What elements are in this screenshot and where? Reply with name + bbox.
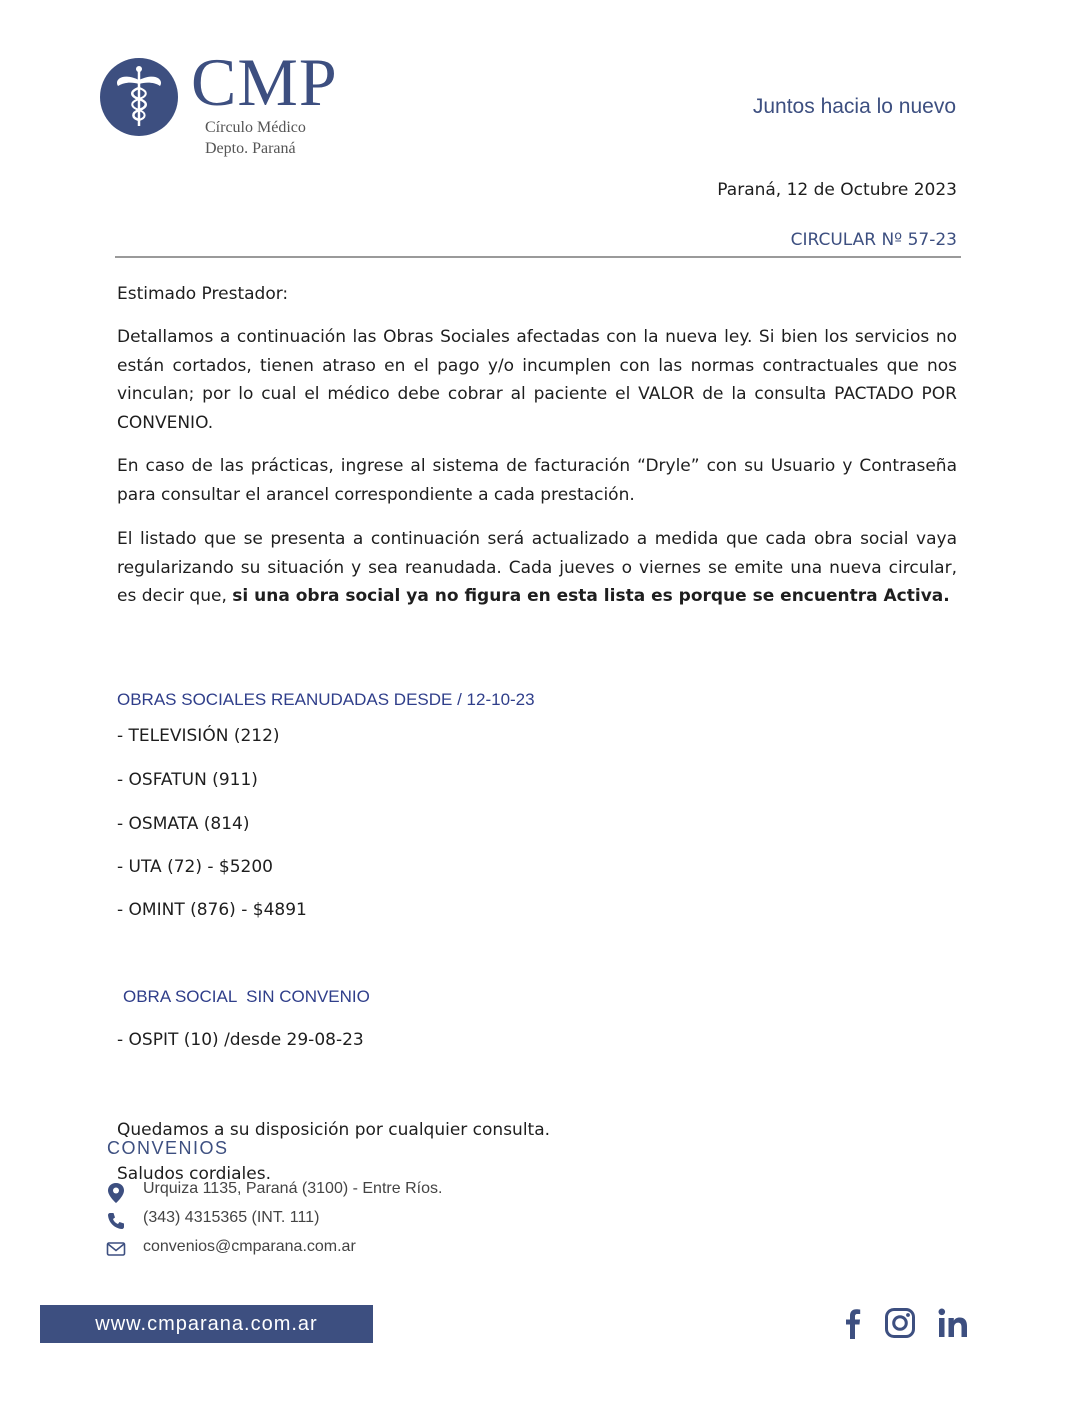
instagram-icon[interactable]	[883, 1306, 917, 1340]
paragraph-3-bold: si una obra social ya no figura en esta lista es porque se encuentra Activa.	[232, 586, 950, 606]
caduceus-logo-icon	[100, 58, 178, 136]
paragraph-1: Detallamos a continuación las Obras Sociales afectadas con la nueva ley. Si bien los servicios no están cortados, tienen atraso en el pago y/o incumplen con las normas contractuales que nos vinculan; por lo cual el médico debe cobrar al paciente el VALOR de la consulta PACTADO POR CONVENIO.	[117, 327, 957, 433]
footer-phone: (343) 4315365 (INT. 111)	[143, 1209, 320, 1226]
facebook-icon[interactable]	[836, 1306, 870, 1340]
list-item: - OSFATUN (911)	[117, 770, 258, 790]
paragraph-2: En caso de las prácticas, ingrese al sistema de facturación “Dryle” con su Usuario y Contraseña para consultar el arancel correspondiente a cada prestación.	[117, 456, 957, 505]
tagline: Juntos hacia lo nuevo	[752, 95, 956, 118]
closing-line: Quedamos a su disposición por cualquier consulta.	[117, 1120, 551, 1140]
list-item: - OSPIT (10) /desde 29-08-23	[117, 1030, 364, 1050]
footer-address: Urquiza 1135, Paraná (3100) - Entre Ríos.	[143, 1180, 443, 1197]
paragraph-3	[117, 525, 957, 611]
list-item: - OMINT (876) - $4891	[117, 900, 307, 920]
section-reanudadas-title: OBRAS SOCIALES REANUDADAS DESDE / 12-10-23	[117, 690, 535, 709]
website-link[interactable]: www.cmparana.com.ar	[40, 1305, 373, 1343]
logo-subtitle-line1: Círculo Médico	[205, 119, 306, 136]
footer-title: CONVENIOS	[107, 1138, 229, 1158]
circular-number: CIRCULAR Nº 57-23	[790, 230, 957, 250]
logo-wordmark: CMP	[191, 44, 338, 120]
list-item: - TELEVISIÓN (212)	[117, 726, 280, 746]
header-divider	[115, 256, 961, 258]
section-sin-convenio-title: OBRA SOCIAL SIN CONVENIO	[123, 987, 370, 1006]
footer-email[interactable]: convenios@cmparana.com.ar	[143, 1238, 356, 1255]
list-item: - OSMATA (814)	[117, 814, 250, 834]
sign-off: Saludos cordiales.	[117, 1164, 271, 1184]
phone-icon	[106, 1211, 126, 1231]
logo-subtitle-line2: Depto. Paraná	[205, 140, 296, 157]
paragraph-3-text: El listado que se presenta a continuación será actualizado a medida que cada obra social vaya regularizando su situación y sea reanudada. Cada jueves o viernes se emite una nueva circular, es decir que,	[117, 529, 957, 606]
linkedin-icon[interactable]	[936, 1306, 970, 1340]
mail-icon	[106, 1241, 126, 1261]
list-item: - UTA (72) - $5200	[117, 857, 273, 877]
document-date: Paraná, 12 de Octubre 2023	[717, 180, 957, 200]
greeting: Estimado Prestador:	[117, 284, 289, 304]
logo-subtitle	[205, 117, 306, 159]
location-pin-icon	[106, 1182, 126, 1202]
